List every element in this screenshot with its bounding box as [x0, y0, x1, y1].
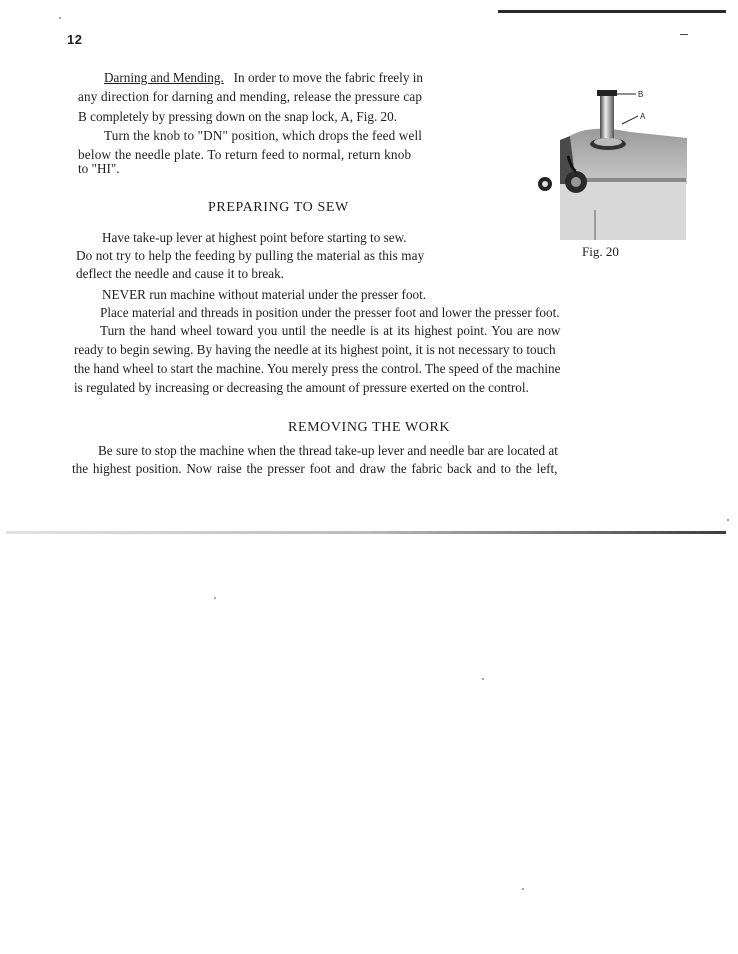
needle-bar: [594, 210, 596, 240]
preparing-line-3: deflect the needle and cause it to break.: [76, 266, 284, 281]
darning-first-line: [104, 70, 423, 86]
scan-page-edge: [6, 531, 726, 534]
preparing-line-2: Do not try to help the feeding by pulling the material as this may: [76, 248, 425, 263]
preparing-line-8: the hand wheel to start the machine. You merely press the control. The speed of the machine: [74, 361, 561, 376]
scan-speck: [59, 17, 61, 19]
top-tick: [680, 34, 688, 35]
top-rule: [498, 10, 726, 13]
preparing-heading: PREPARING TO SEW: [208, 200, 349, 215]
figure-caption: Fig. 20: [582, 244, 619, 259]
machine-body: [570, 129, 687, 184]
thread-guide-hole: [542, 181, 548, 187]
pressure-bar: [600, 92, 614, 144]
tension-dial-center: [571, 177, 581, 187]
darning-title: Darning and Mending.: [104, 70, 224, 85]
removing-heading: REMOVING THE WORK: [288, 420, 451, 435]
darning-line-5: below the needle plate. To return feed to normal, return knob: [78, 147, 412, 162]
snap-lock-top: [594, 138, 622, 146]
darning-line-1: In order to move the fabric freely in: [233, 70, 423, 85]
scan-speck: [727, 519, 729, 521]
label-a: A: [640, 112, 646, 121]
sewing-machine-head-illustration: [530, 80, 690, 240]
preparing-line-5: Place material and threads in position under the presser foot and lower the presser foot.: [100, 305, 560, 320]
preparing-line-4: NEVER run machine without material under the presser foot.: [102, 287, 427, 302]
leader-a: [622, 116, 638, 124]
label-b: B: [638, 90, 644, 99]
page-number: 12: [67, 32, 83, 47]
scan-speck: [522, 888, 524, 890]
darning-line-3: B completely by pressing down on the snap lock, A, Fig. 20.: [78, 109, 398, 124]
removing-line-1: Be sure to stop the machine when the thread take-up lever and needle bar are located at: [98, 443, 558, 458]
removing-line-2: the highest position. Now raise the presser foot and draw the fabric back and to the left,: [72, 461, 558, 476]
preparing-line-1: Have take-up lever at highest point before starting to sew.: [102, 230, 407, 245]
preparing-line-7: ready to begin sewing. By having the needle at its highest point, it is not necessary to touch: [74, 342, 556, 357]
pressure-cap: [597, 90, 617, 96]
scan-speck: [214, 597, 216, 599]
scan-speck: [482, 678, 484, 680]
figure-20: [530, 80, 690, 240]
darning-line-2: any direction for darning and mending, release the pressure cap: [78, 89, 423, 104]
darning-line-4: Turn the knob to "DN" position, which drops the feed well: [104, 128, 423, 143]
preparing-line-6: Turn the hand wheel toward you until the needle is at its highest point. You are now: [100, 323, 561, 338]
darning-line-6: to "HI".: [78, 161, 120, 176]
preparing-line-9: is regulated by increasing or decreasing the amount of pressure exerted on the control.: [74, 380, 529, 395]
